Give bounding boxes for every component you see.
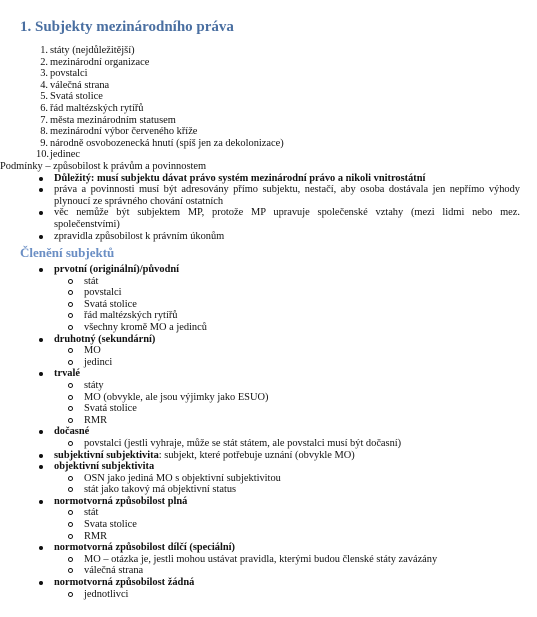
item-text: povstalci <box>50 68 88 80</box>
list-item <box>20 57 520 69</box>
sub-list <box>54 276 520 334</box>
sub-list <box>54 589 520 601</box>
item-number: 7. <box>40 114 48 126</box>
division-title: normotvorná způsobilost dílčí (speciální) <box>54 542 235 554</box>
sub-item: RMR <box>54 531 520 543</box>
item-text: válečná strana <box>50 79 110 91</box>
division-title: normotvorná způsobilost plná <box>54 495 188 507</box>
item-text: národně osvobozenecká hnutí (spíš jen za dekolonizace) <box>50 137 284 149</box>
division-item <box>20 542 520 577</box>
sub-item: RMR <box>54 415 520 427</box>
sub-item: stát <box>54 276 520 288</box>
division-item <box>20 264 520 334</box>
division-list <box>20 264 520 600</box>
condition-item: práva a povinnosti musí být adresovány přímo subjektu, nestačí, aby osoba dostávala jen nepřímo výhody plynoucí ze správného chování ostatních <box>20 184 520 207</box>
item-text: města mezinárodním statusem <box>50 114 176 126</box>
sub-list <box>54 473 520 496</box>
sub-item: jedinci <box>54 357 520 369</box>
list-item <box>20 149 520 161</box>
sub-item: stát <box>54 507 520 519</box>
item-number: 5. <box>40 91 48 103</box>
item-text: mezinárodní organizace <box>50 56 150 68</box>
section-subjects <box>0 45 520 242</box>
sub-list <box>54 507 520 542</box>
item-number: 1. <box>40 45 48 56</box>
division-item <box>20 426 520 449</box>
sub-item: válečná strana <box>54 565 520 577</box>
subject-list <box>20 45 520 161</box>
division-note: : subjekt, které potřebuje uznání (obvykle MO) <box>158 449 355 461</box>
list-item <box>20 68 520 80</box>
item-text: jedinec <box>50 149 80 161</box>
division-item <box>20 496 520 542</box>
sub-item: řád maltézských rytířů <box>54 310 520 322</box>
sub-item: Svatá stolice <box>54 403 520 415</box>
item-number: 9. <box>40 137 48 149</box>
item-number: 8. <box>40 126 48 138</box>
division-item <box>20 450 520 462</box>
page-title: 1. Subjekty mezinárodního práva <box>20 19 234 35</box>
division-item <box>20 577 520 600</box>
list-item <box>20 91 520 103</box>
sub-item: MO <box>54 345 520 357</box>
list-item <box>20 138 520 150</box>
division-title: druhotný (sekundární) <box>54 333 156 345</box>
item-number: 10. <box>36 149 49 161</box>
list-item <box>20 80 520 92</box>
conditions-heading: Podmínky – způsobilost k právům a povinnostem <box>0 160 207 172</box>
division-item <box>20 461 520 496</box>
section-heading: Členění subjektů <box>20 245 115 260</box>
division-item <box>20 334 520 369</box>
sub-item: Svata stolice <box>54 519 520 531</box>
sub-item: povstalci <box>54 287 520 299</box>
division-title: prvotní (originální)/původní <box>54 264 180 275</box>
sub-list <box>54 554 520 577</box>
list-item <box>20 115 520 127</box>
item-number: 6. <box>40 102 48 114</box>
sub-list <box>54 345 520 368</box>
sub-item: MO – otázka je, jestli mohou ustávat pravidla, kterými budou členské státy zavázány <box>54 554 520 566</box>
division-title: objektivní subjektivita <box>54 461 155 473</box>
condition-item: Důležitý: musí subjektu dávat právo systém mezinárodní právo a nikoli vnitrostátní <box>20 173 520 185</box>
sub-item: MO (obvykle, ale jsou výjimky jako ESUO) <box>54 392 520 404</box>
sub-list <box>54 380 520 426</box>
sub-item: povstalci (jestli vyhraje, může se stát státem, ale povstalci musí být dočasní) <box>54 438 520 450</box>
item-number: 4. <box>40 79 48 91</box>
item-number: 3. <box>40 68 48 80</box>
condition-item: zpravidla způsobilost k právním úkonům <box>20 231 520 243</box>
condition-item: věc nemůže být subjektem MP, protože MP upravuje společenské vztahy (mezi lidmi nebo mez. společenstvími) <box>20 207 520 230</box>
item-text: státy (nejdůležitější) <box>50 45 135 56</box>
division-title: dočasné <box>54 426 90 438</box>
division-title: subjektivní subjektivita <box>54 449 159 461</box>
list-item <box>20 103 520 115</box>
sub-list <box>54 438 520 450</box>
sub-item: Svatá stolice <box>54 299 520 311</box>
list-item <box>20 126 520 138</box>
sub-item: stát jako takový má objektivní status <box>54 484 520 496</box>
item-text: mezinárodní výbor červeného kříže <box>50 126 198 138</box>
sub-item: všechny kromě MO a jedinců <box>54 322 520 334</box>
item-number: 2. <box>40 56 48 68</box>
division-title: trvalé <box>54 368 80 380</box>
section-division <box>20 245 520 600</box>
list-item <box>20 45 520 57</box>
sub-item: OSN jako jediná MO s objektivní subjektivitou <box>54 473 520 485</box>
sub-item: jednotlivci <box>54 589 520 601</box>
conditions-list <box>20 173 520 243</box>
item-text: Svatá stolice <box>50 91 103 103</box>
item-text: řád maltézských rytířů <box>50 102 144 114</box>
division-title: normotvorná způsobilost žádná <box>54 577 195 589</box>
division-item <box>20 368 520 426</box>
sub-item: státy <box>54 380 520 392</box>
